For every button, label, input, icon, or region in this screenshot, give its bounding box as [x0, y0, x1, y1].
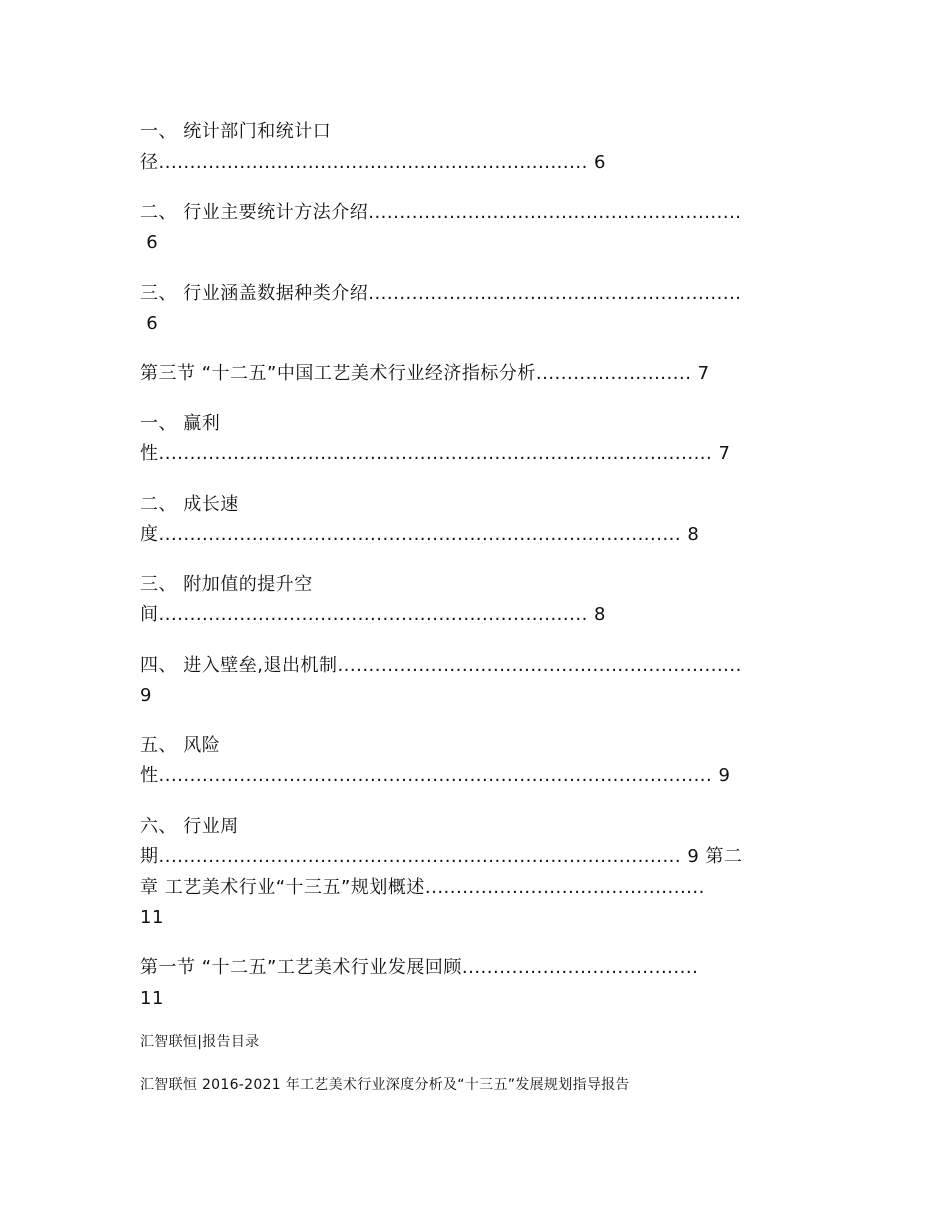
toc-line-23[interactable]: 11 [140, 988, 164, 1009]
toc-line-11[interactable]: 度.................................................................................... 8 [140, 524, 700, 545]
toc-line-13[interactable]: 间..................................................................... 8 [140, 604, 606, 625]
toc-line-20[interactable]: 章 工艺美术行业“十三五”规划概述............................................. [140, 877, 705, 898]
toc-line-6[interactable]: 6 [140, 313, 159, 334]
toc-line-8[interactable]: 一、 赢利 [140, 413, 221, 434]
toc-line-2[interactable]: 径..................................................................... 6 [140, 152, 606, 173]
toc-line-17[interactable]: 性......................................................................................... 9 [140, 765, 731, 786]
toc-line-18[interactable]: 六、 行业周 [140, 816, 239, 837]
toc-line-15[interactable]: 9 [140, 685, 152, 706]
toc-line-7[interactable]: 第三节 “十二五”中国工艺美术行业经济指标分析......................... 7 [140, 363, 710, 384]
toc-line-22[interactable]: 第一节 “十二五”工艺美术行业发展回顾...................................... [140, 957, 699, 978]
toc-line-14[interactable]: 四、 进入壁垒,退出机制................................................................. [140, 655, 742, 676]
toc-line-4[interactable]: 6 [140, 232, 159, 253]
footer-brand-line: 汇智联恒|报告目录 [140, 1034, 260, 1050]
toc-line-16[interactable]: 五、 风险 [140, 735, 221, 756]
toc-line-10[interactable]: 二、 成长速 [140, 494, 239, 515]
footer-report-title: 汇智联恒 2016-2021 年工艺美术行业深度分析及“十三五”发展规划指导报告 [140, 1077, 630, 1093]
toc-line-19[interactable]: 期.................................................................................... 9 第二 [140, 846, 743, 867]
toc-line-9[interactable]: 性......................................................................................... 7 [140, 443, 731, 464]
toc-line-21[interactable]: 11 [140, 907, 164, 928]
toc-line-3[interactable]: 二、 行业主要统计方法介绍............................................................ [140, 202, 742, 223]
toc-line-5[interactable]: 三、 行业涵盖数据种类介绍............................................................ [140, 283, 742, 304]
toc-line-1[interactable]: 一、 统计部门和统计口 [140, 121, 332, 142]
toc-line-12[interactable]: 三、 附加值的提升空 [140, 574, 313, 595]
